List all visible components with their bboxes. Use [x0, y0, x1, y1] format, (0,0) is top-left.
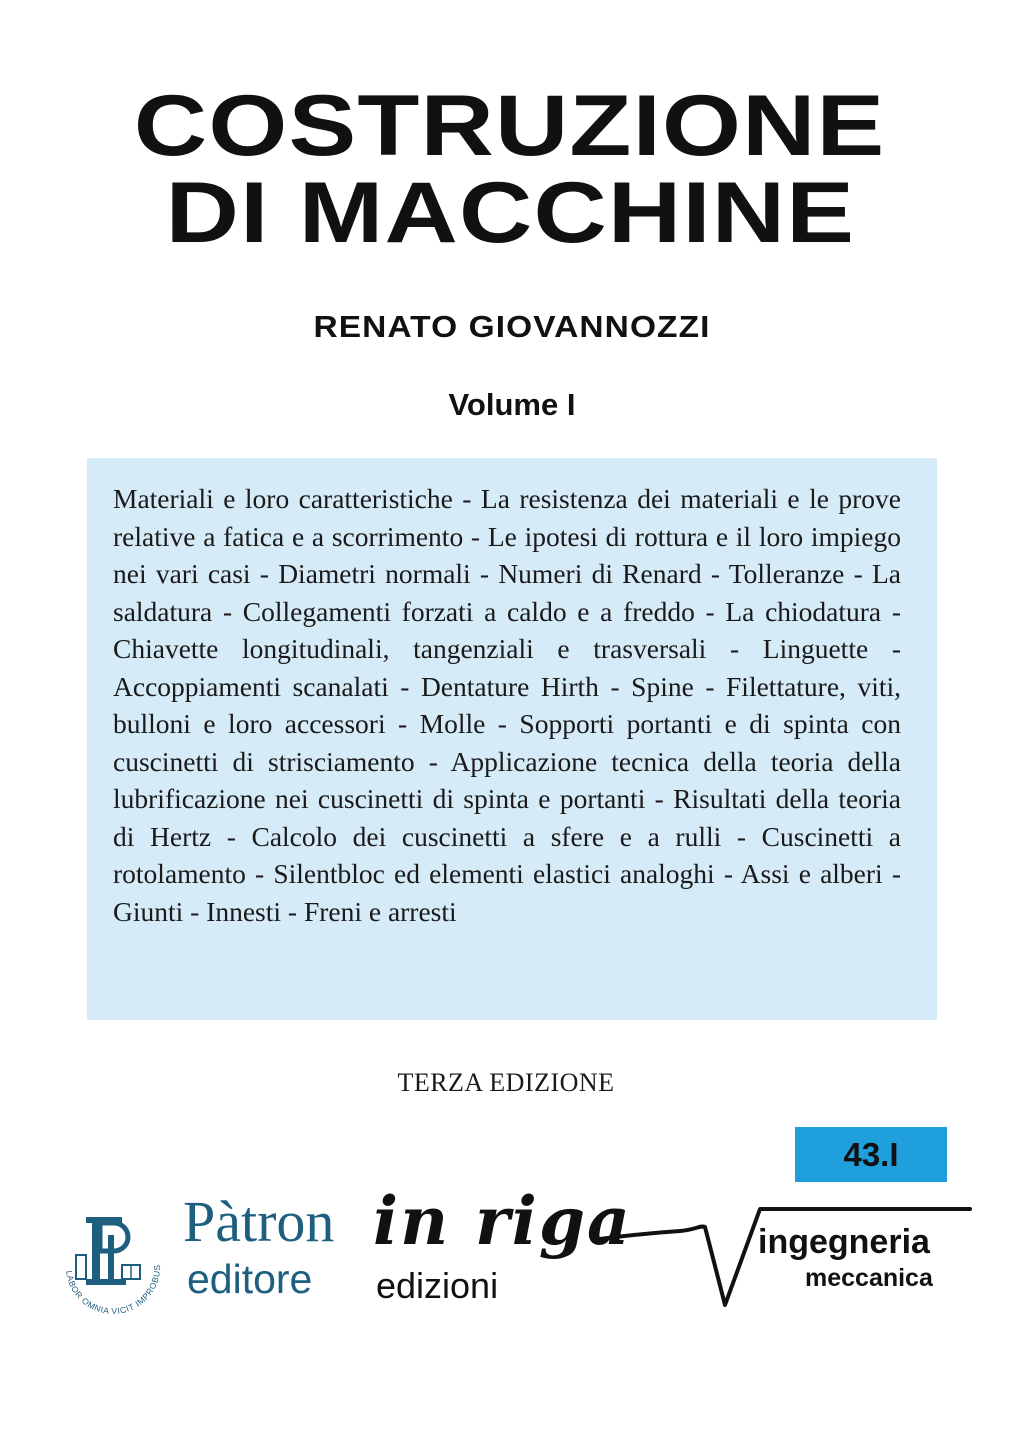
title-line-1: COSTRUZIONE: [133, 78, 886, 174]
author-name: RENATO GIOVANNOZZI: [313, 309, 711, 344]
inriga-publisher-name: in riga: [373, 1182, 632, 1260]
title-line-2: DI MACCHINE: [165, 165, 856, 261]
svg-text:LABOR OMNIA VICIT IMPROBUS: LABOR OMNIA VICIT IMPROBUS: [64, 1264, 163, 1317]
contents-box: [87, 458, 937, 1020]
edition-label: TERZA EDIZIONE: [397, 1068, 615, 1097]
contents-text: Materiali e loro caratteristiche - La resistenza dei materiali e le prove relative a fatica e a scorrimento - Le ipotesi di rottura e il loro impiego nei vari casi - Diametri normali - Numeri di Renard - Tolleranze - La saldatura - Collegamenti forzati a caldo e a freddo - La chiodatura - Chiavette longitudinali, tangenziali e trasversali - Linguette - Accoppiamenti scanalati - Dentature Hirth - Spine - Filettature, viti, bulloni e loro accessori - Molle - Sopporti portanti e di spinta con cuscinetti di strisciamento - Applicazione tecnica della teoria della lubrificazione nei cuscinetti di spinta e portanti - Risultati della teoria di Hertz - Calcolo dei cuscinetti a sfere e a rulli - Cuscinetti a rotolamento - Silentbloc ed elementi elastici analoghi - Assi e alberi - Giunti - Innesti - Freni e arresti: [113, 483, 901, 927]
patron-emblem-icon: [52, 1205, 174, 1327]
inriga-publisher-sub: edizioni: [376, 1265, 499, 1306]
series-number-badge: 43.I: [795, 1127, 947, 1182]
patron-publisher-name: Pàtron: [183, 1189, 335, 1254]
volume-label: Volume I: [448, 387, 576, 422]
series-name-line-2: meccanica: [805, 1264, 933, 1292]
patron-publisher-sub: editore: [187, 1256, 313, 1302]
series-name-line-1: ingegneria: [758, 1223, 930, 1261]
